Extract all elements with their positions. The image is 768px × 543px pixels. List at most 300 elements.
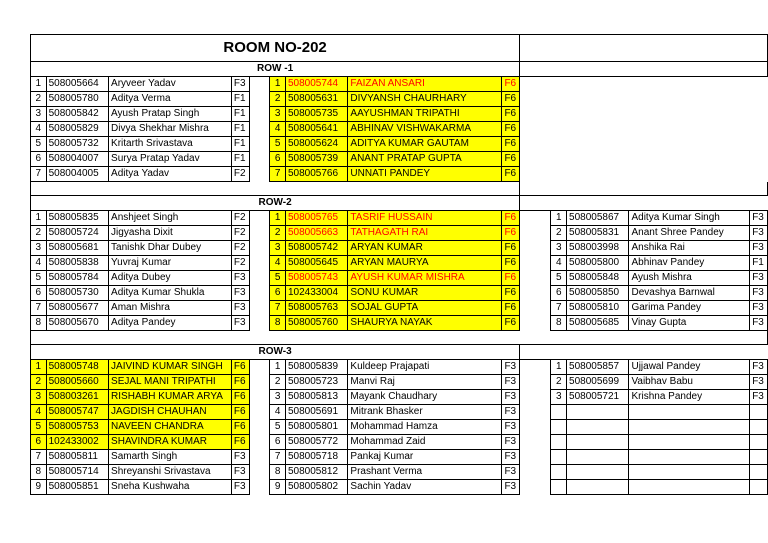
student-name-cell: AAYUSHMAN TRIPATHI	[348, 107, 502, 122]
empty-cell	[567, 405, 629, 420]
table-row	[31, 226, 768, 241]
section-cell: F3	[750, 375, 768, 390]
roll-number-cell: 508005839	[285, 360, 347, 375]
row-header-row	[31, 345, 768, 360]
student-name-cell: Aditya Kumar Singh	[629, 211, 750, 226]
roll-number-cell: 508005838	[46, 256, 108, 271]
section-cell: F3	[502, 450, 520, 465]
column-spacer	[249, 405, 270, 420]
section-cell: F3	[231, 480, 249, 495]
roll-number-cell: 508005812	[285, 465, 347, 480]
serial-cell: 1	[270, 77, 286, 92]
section-cell: F6	[502, 241, 520, 256]
row-header-row	[31, 62, 768, 77]
roll-number-cell: 508005660	[46, 375, 108, 390]
student-name-cell: ARYAN MAURYA	[348, 256, 502, 271]
empty-cell	[551, 450, 567, 465]
column-spacer	[249, 435, 270, 450]
section-cell: F2	[231, 256, 249, 271]
row-section-label: ROW -1	[31, 62, 520, 77]
column-spacer	[249, 390, 270, 405]
section-gap	[31, 331, 768, 345]
roll-number-cell: 508005742	[285, 241, 347, 256]
column-spacer	[249, 316, 270, 331]
row-header-row	[31, 196, 768, 211]
empty-cell	[551, 122, 567, 137]
empty-cell	[629, 77, 750, 92]
column-spacer	[249, 107, 270, 122]
student-name-cell: SONU KUMAR	[348, 286, 502, 301]
section-cell: F6	[502, 256, 520, 271]
roll-number-cell: 508005677	[46, 301, 108, 316]
column-spacer	[520, 122, 551, 137]
column-spacer	[520, 137, 551, 152]
serial-cell: 1	[31, 360, 47, 375]
table-row	[31, 286, 768, 301]
section-cell: F6	[231, 360, 249, 375]
section-cell: F6	[502, 316, 520, 331]
student-name-cell: Aditya Dubey	[109, 271, 232, 286]
roll-number-cell: 508003261	[46, 390, 108, 405]
column-spacer	[249, 375, 270, 390]
serial-cell: 4	[270, 122, 286, 137]
serial-cell: 5	[31, 137, 47, 152]
section-cell: F3	[502, 465, 520, 480]
column-spacer	[520, 435, 551, 450]
roll-number-cell: 508005718	[285, 450, 347, 465]
section-cell: F6	[231, 435, 249, 450]
serial-cell: 6	[551, 286, 567, 301]
table-row	[31, 435, 768, 450]
roll-number-cell: 508005811	[46, 450, 108, 465]
section-cell: F6	[502, 226, 520, 241]
serial-cell: 8	[31, 316, 47, 331]
table-row	[31, 167, 768, 182]
section-cell: F3	[231, 77, 249, 92]
column-spacer	[520, 375, 551, 390]
column-spacer	[249, 241, 270, 256]
roll-number-cell: 508005685	[567, 316, 629, 331]
roll-number-cell: 508004007	[46, 152, 108, 167]
row-header-side	[520, 62, 768, 77]
column-spacer	[520, 465, 551, 480]
table-row	[31, 375, 768, 390]
column-spacer	[520, 77, 551, 92]
student-name-cell: Mohammad Hamza	[348, 420, 502, 435]
roll-number-cell: 508005857	[567, 360, 629, 375]
column-spacer	[249, 167, 270, 182]
serial-cell: 3	[31, 390, 47, 405]
section-cell: F3	[750, 301, 768, 316]
roll-number-cell: 508003998	[567, 241, 629, 256]
section-cell: F6	[502, 167, 520, 182]
empty-cell	[551, 405, 567, 420]
empty-cell	[750, 405, 768, 420]
roll-number-cell: 508005724	[46, 226, 108, 241]
section-cell: F3	[502, 390, 520, 405]
serial-cell: 4	[31, 256, 47, 271]
column-spacer	[249, 122, 270, 137]
column-spacer	[520, 360, 551, 375]
serial-cell: 3	[31, 241, 47, 256]
student-name-cell: SEJAL MANI TRIPATHI	[109, 375, 232, 390]
serial-cell: 1	[551, 360, 567, 375]
roll-number-cell: 508005765	[285, 211, 347, 226]
section-gap	[31, 182, 768, 196]
empty-cell	[750, 420, 768, 435]
column-spacer	[249, 211, 270, 226]
table-row	[31, 360, 768, 375]
student-name-cell: Ayush Mishra	[629, 271, 750, 286]
roll-number-cell: 508005730	[46, 286, 108, 301]
column-spacer	[520, 152, 551, 167]
gap-right	[520, 182, 768, 196]
section-cell: F2	[231, 211, 249, 226]
roll-number-cell: 508005848	[567, 271, 629, 286]
section-cell: F3	[231, 271, 249, 286]
student-name-cell: Vinay Gupta	[629, 316, 750, 331]
section-cell: F6	[231, 420, 249, 435]
table-row	[31, 211, 768, 226]
section-cell: F3	[231, 316, 249, 331]
student-name-cell: ADITYA KUMAR GAUTAM	[348, 137, 502, 152]
roll-number-cell: 508005744	[285, 77, 347, 92]
section-cell: F3	[750, 286, 768, 301]
gap-fill	[46, 331, 767, 345]
serial-cell: 5	[270, 137, 286, 152]
roll-number-cell: 508005641	[285, 122, 347, 137]
section-cell: F1	[750, 256, 768, 271]
empty-cell	[567, 450, 629, 465]
student-name-cell: Divya Shekhar Mishra	[109, 122, 232, 137]
table-row	[31, 256, 768, 271]
empty-cell	[567, 435, 629, 450]
roll-number-cell: 508005747	[46, 405, 108, 420]
student-name-cell: Pankaj Kumar	[348, 450, 502, 465]
seating-chart-table	[30, 34, 768, 495]
empty-cell	[567, 77, 629, 92]
serial-cell: 5	[31, 271, 47, 286]
section-cell: F6	[502, 286, 520, 301]
empty-cell	[750, 137, 768, 152]
column-spacer	[249, 92, 270, 107]
section-cell: F3	[231, 301, 249, 316]
roll-number-cell: 508004005	[46, 167, 108, 182]
empty-cell	[629, 450, 750, 465]
serial-cell: 4	[551, 256, 567, 271]
student-name-cell: Sneha Kushwaha	[109, 480, 232, 495]
student-name-cell: Tanishk Dhar Dubey	[109, 241, 232, 256]
empty-cell	[551, 465, 567, 480]
gap-left	[31, 182, 47, 196]
roll-number-cell: 508005800	[567, 256, 629, 271]
gap-fill	[46, 182, 520, 196]
section-cell: F3	[502, 375, 520, 390]
table-row	[31, 301, 768, 316]
student-name-cell: Anshjeet Singh	[109, 211, 232, 226]
empty-cell	[629, 167, 750, 182]
roll-number-cell: 102433002	[46, 435, 108, 450]
section-cell: F3	[231, 450, 249, 465]
empty-cell	[750, 465, 768, 480]
student-name-cell: Aditya Pandey	[109, 316, 232, 331]
serial-cell: 6	[270, 435, 286, 450]
empty-cell	[629, 405, 750, 420]
serial-cell: 5	[551, 271, 567, 286]
section-cell: F3	[502, 420, 520, 435]
empty-cell	[629, 465, 750, 480]
section-cell: F6	[502, 152, 520, 167]
student-name-cell: SHAURYA NAYAK	[348, 316, 502, 331]
student-name-cell: Mohammad Zaid	[348, 435, 502, 450]
student-name-cell: Anshika Rai	[629, 241, 750, 256]
section-cell: F1	[231, 152, 249, 167]
column-spacer	[520, 405, 551, 420]
section-cell: F3	[750, 226, 768, 241]
empty-cell	[567, 107, 629, 122]
empty-cell	[551, 137, 567, 152]
section-cell: F3	[750, 211, 768, 226]
serial-cell: 6	[31, 286, 47, 301]
student-name-cell: SHAVINDRA KUMAR	[109, 435, 232, 450]
roll-number-cell: 508005691	[285, 405, 347, 420]
student-name-cell: Shreyanshi Srivastava	[109, 465, 232, 480]
student-name-cell: Manvi Raj	[348, 375, 502, 390]
empty-cell	[750, 435, 768, 450]
column-spacer	[520, 211, 551, 226]
table-row	[31, 107, 768, 122]
section-cell: F3	[750, 390, 768, 405]
section-cell: F3	[750, 271, 768, 286]
column-spacer	[249, 360, 270, 375]
empty-cell	[750, 107, 768, 122]
student-name-cell: Prashant Verma	[348, 465, 502, 480]
empty-cell	[551, 167, 567, 182]
empty-cell	[567, 420, 629, 435]
empty-cell	[750, 167, 768, 182]
section-cell: F6	[502, 271, 520, 286]
column-spacer	[520, 107, 551, 122]
student-name-cell: Aditya Verma	[109, 92, 232, 107]
student-name-cell: Yuvraj Kumar	[109, 256, 232, 271]
roll-number-cell: 508005739	[285, 152, 347, 167]
empty-cell	[629, 480, 750, 495]
roll-number-cell: 508005699	[567, 375, 629, 390]
table-row	[31, 450, 768, 465]
gap-left	[31, 331, 47, 345]
serial-cell: 6	[31, 152, 47, 167]
section-cell: F6	[231, 405, 249, 420]
student-name-cell: SOJAL GUPTA	[348, 301, 502, 316]
column-spacer	[249, 450, 270, 465]
serial-cell: 7	[31, 167, 47, 182]
serial-cell: 7	[31, 450, 47, 465]
empty-cell	[629, 420, 750, 435]
serial-cell: 4	[270, 256, 286, 271]
serial-cell: 3	[270, 390, 286, 405]
student-name-cell: Samarth Singh	[109, 450, 232, 465]
section-cell: F6	[502, 107, 520, 122]
student-name-cell: Surya Pratap Yadav	[109, 152, 232, 167]
serial-cell: 5	[31, 420, 47, 435]
section-cell: F6	[502, 301, 520, 316]
serial-cell: 4	[31, 405, 47, 420]
column-spacer	[520, 226, 551, 241]
roll-number-cell: 508005714	[46, 465, 108, 480]
student-name-cell: ANANT PRATAP GUPTA	[348, 152, 502, 167]
empty-cell	[551, 435, 567, 450]
empty-cell	[629, 435, 750, 450]
column-spacer	[520, 167, 551, 182]
empty-cell	[551, 77, 567, 92]
roll-number-cell: 508005721	[567, 390, 629, 405]
empty-cell	[750, 450, 768, 465]
serial-cell: 6	[31, 435, 47, 450]
page-title: ROOM NO-202	[31, 35, 520, 62]
section-cell: F6	[502, 122, 520, 137]
section-cell: F3	[750, 241, 768, 256]
student-name-cell: Ayush Pratap Singh	[109, 107, 232, 122]
serial-cell: 1	[31, 77, 47, 92]
student-name-cell: Aditya Yadav	[109, 167, 232, 182]
table-row	[31, 405, 768, 420]
empty-cell	[551, 152, 567, 167]
section-cell: F3	[231, 286, 249, 301]
section-cell: F1	[231, 92, 249, 107]
serial-cell: 7	[551, 301, 567, 316]
serial-cell: 2	[270, 375, 286, 390]
section-cell: F2	[231, 241, 249, 256]
column-spacer	[520, 256, 551, 271]
column-spacer	[520, 286, 551, 301]
roll-number-cell: 508005681	[46, 241, 108, 256]
serial-cell: 1	[31, 211, 47, 226]
serial-cell: 7	[270, 450, 286, 465]
empty-cell	[629, 152, 750, 167]
serial-cell: 9	[270, 480, 286, 495]
section-cell: F2	[231, 226, 249, 241]
roll-number-cell: 508005743	[285, 271, 347, 286]
student-name-cell: JAIVIND KUMAR SINGH	[109, 360, 232, 375]
column-spacer	[520, 450, 551, 465]
student-name-cell: Devashya Barnwal	[629, 286, 750, 301]
empty-cell	[567, 122, 629, 137]
column-spacer	[249, 152, 270, 167]
student-name-cell: Krishna Pandey	[629, 390, 750, 405]
roll-number-cell: 102433004	[285, 286, 347, 301]
roll-number-cell: 508005835	[46, 211, 108, 226]
student-name-cell: Aryveer Yadav	[109, 77, 232, 92]
student-name-cell: Mitrank Bhasker	[348, 405, 502, 420]
roll-number-cell: 508005780	[46, 92, 108, 107]
roll-number-cell: 508005760	[285, 316, 347, 331]
serial-cell: 1	[270, 211, 286, 226]
column-spacer	[249, 271, 270, 286]
column-spacer	[249, 301, 270, 316]
empty-cell	[567, 465, 629, 480]
student-name-cell: TASRIF HUSSAIN	[348, 211, 502, 226]
column-spacer	[520, 301, 551, 316]
roll-number-cell: 508005766	[285, 167, 347, 182]
serial-cell: 9	[31, 480, 47, 495]
roll-number-cell: 508005631	[285, 92, 347, 107]
student-name-cell: Abhinav Pandey	[629, 256, 750, 271]
roll-number-cell: 508005784	[46, 271, 108, 286]
student-name-cell: Jigyasha Dixit	[109, 226, 232, 241]
column-spacer	[520, 390, 551, 405]
serial-cell: 5	[270, 271, 286, 286]
serial-cell: 3	[551, 241, 567, 256]
student-name-cell: Kuldeep Prajapati	[348, 360, 502, 375]
section-cell: F3	[502, 405, 520, 420]
roll-number-cell: 508005831	[567, 226, 629, 241]
serial-cell: 2	[31, 375, 47, 390]
serial-cell: 2	[551, 226, 567, 241]
empty-cell	[567, 137, 629, 152]
roll-number-cell: 508005842	[46, 107, 108, 122]
student-name-cell: ABHINAV VISHWAKARMA	[348, 122, 502, 137]
section-cell: F6	[231, 375, 249, 390]
serial-cell: 4	[270, 405, 286, 420]
column-spacer	[249, 465, 270, 480]
empty-cell	[567, 152, 629, 167]
roll-number-cell: 508005664	[46, 77, 108, 92]
section-cell: F3	[750, 360, 768, 375]
row-section-label: ROW-3	[31, 345, 520, 360]
roll-number-cell: 508005810	[567, 301, 629, 316]
empty-cell	[629, 107, 750, 122]
section-cell: F6	[502, 211, 520, 226]
serial-cell: 7	[270, 301, 286, 316]
empty-cell	[551, 420, 567, 435]
table-row	[31, 152, 768, 167]
roll-number-cell: 508005867	[567, 211, 629, 226]
title-row	[31, 35, 768, 62]
serial-cell: 1	[551, 211, 567, 226]
roll-number-cell: 508005670	[46, 316, 108, 331]
column-spacer	[520, 420, 551, 435]
serial-cell: 2	[31, 226, 47, 241]
row-section-label: ROW-2	[31, 196, 520, 211]
serial-cell: 8	[270, 316, 286, 331]
student-name-cell: DIVYANSH CHAURHARY	[348, 92, 502, 107]
serial-cell: 5	[270, 420, 286, 435]
roll-number-cell: 508005801	[285, 420, 347, 435]
empty-cell	[750, 122, 768, 137]
row-header-side	[520, 196, 768, 211]
column-spacer	[249, 226, 270, 241]
student-name-cell: NAVEEN CHANDRA	[109, 420, 232, 435]
table-row	[31, 420, 768, 435]
serial-cell: 7	[31, 301, 47, 316]
column-spacer	[249, 420, 270, 435]
serial-cell: 4	[31, 122, 47, 137]
serial-cell: 6	[270, 286, 286, 301]
section-cell: F3	[502, 360, 520, 375]
serial-cell: 2	[270, 92, 286, 107]
roll-number-cell: 508005624	[285, 137, 347, 152]
student-name-cell: RISHABH KUMAR ARYA	[109, 390, 232, 405]
section-cell: F3	[231, 465, 249, 480]
serial-cell: 6	[270, 152, 286, 167]
table-row	[31, 137, 768, 152]
table-row	[31, 390, 768, 405]
student-name-cell: TATHAGATH RAI	[348, 226, 502, 241]
section-cell: F1	[231, 107, 249, 122]
serial-cell: 1	[270, 360, 286, 375]
student-name-cell: Aman Mishra	[109, 301, 232, 316]
column-spacer	[520, 271, 551, 286]
